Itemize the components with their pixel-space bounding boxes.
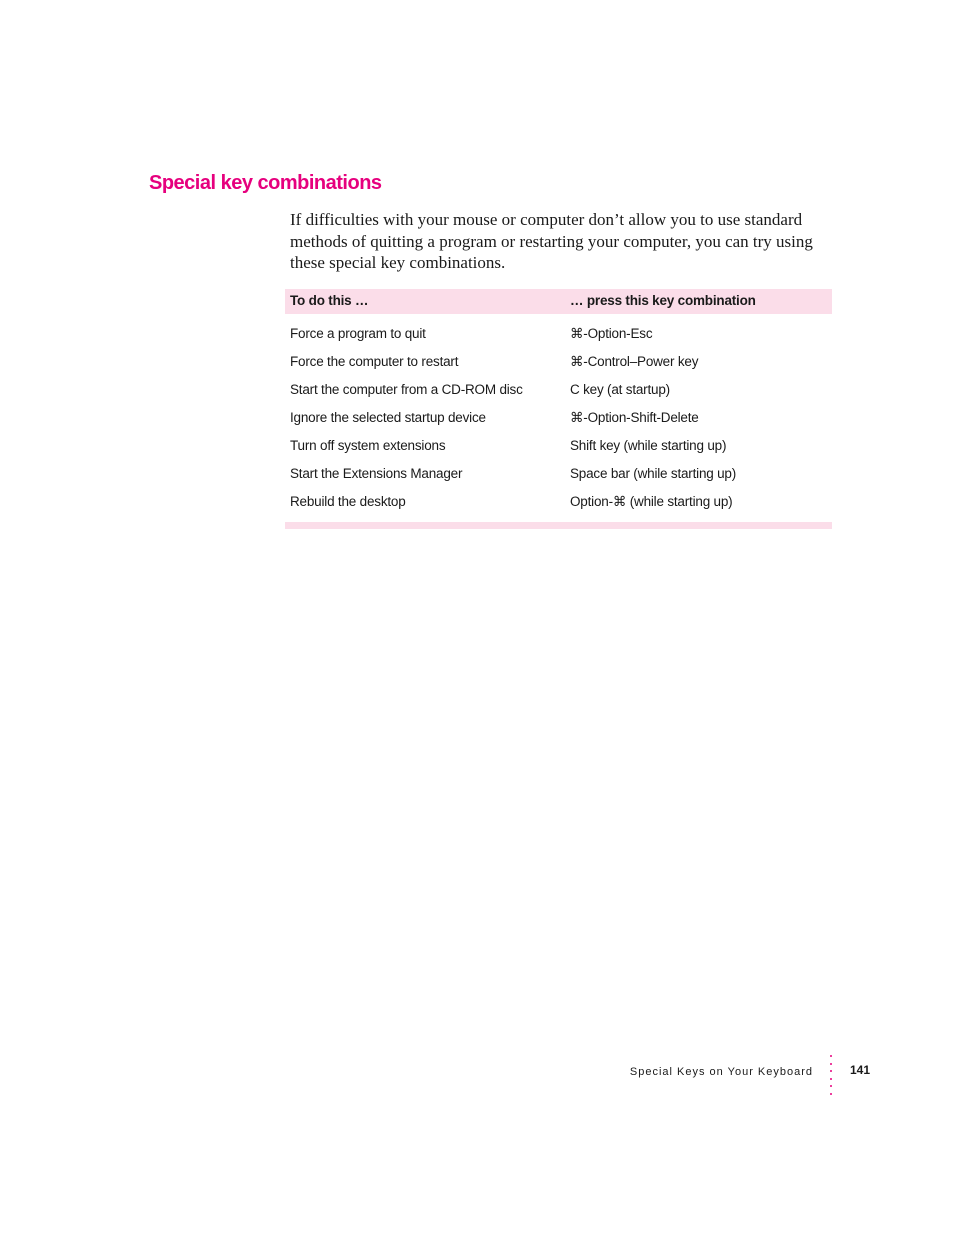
row-keys: Space bar (while starting up) bbox=[570, 466, 737, 481]
row-keys: Option-⌘ (while starting up) bbox=[570, 494, 733, 509]
table-row bbox=[285, 320, 832, 348]
table-row bbox=[285, 488, 832, 516]
footer-dot-rule bbox=[830, 1055, 833, 1095]
footer-chapter-title: Special Keys on Your Keyboard bbox=[629, 1066, 813, 1078]
row-action: Ignore the selected startup device bbox=[290, 410, 486, 425]
header-action: To do this … bbox=[290, 293, 369, 308]
row-action: Turn off system extensions bbox=[290, 438, 446, 453]
row-action: Force the computer to restart bbox=[290, 354, 459, 369]
table-row bbox=[285, 404, 832, 432]
table-row bbox=[285, 460, 832, 488]
intro-paragraph: If difficulties with your mouse or computer don’t allow you to use standard methods of quitting a program or restarting your computer, you can try using these special key combinations. bbox=[290, 210, 813, 272]
row-action: Rebuild the desktop bbox=[290, 494, 406, 509]
row-keys: ⌘-Control–Power key bbox=[570, 354, 699, 369]
row-action: Start the computer from a CD-ROM disc bbox=[290, 382, 523, 397]
row-keys: ⌘-Option-Esc bbox=[570, 326, 653, 341]
page-number: 141 bbox=[850, 1063, 871, 1077]
table-header bbox=[285, 289, 832, 314]
table-footer-band bbox=[285, 522, 832, 529]
row-action: Force a program to quit bbox=[290, 326, 426, 341]
table-row bbox=[285, 432, 832, 460]
row-action: Start the Extensions Manager bbox=[290, 466, 463, 481]
row-keys: C key (at startup) bbox=[570, 382, 670, 397]
table-row bbox=[285, 376, 832, 404]
table-row bbox=[285, 348, 832, 376]
row-keys: ⌘-Option-Shift-Delete bbox=[570, 410, 699, 425]
header-keys: … press this key combination bbox=[570, 293, 756, 308]
table-body bbox=[285, 314, 832, 516]
row-keys: Shift key (while starting up) bbox=[570, 438, 727, 453]
key-combinations-table bbox=[285, 289, 832, 529]
section-heading: Special key combinations bbox=[149, 172, 382, 194]
